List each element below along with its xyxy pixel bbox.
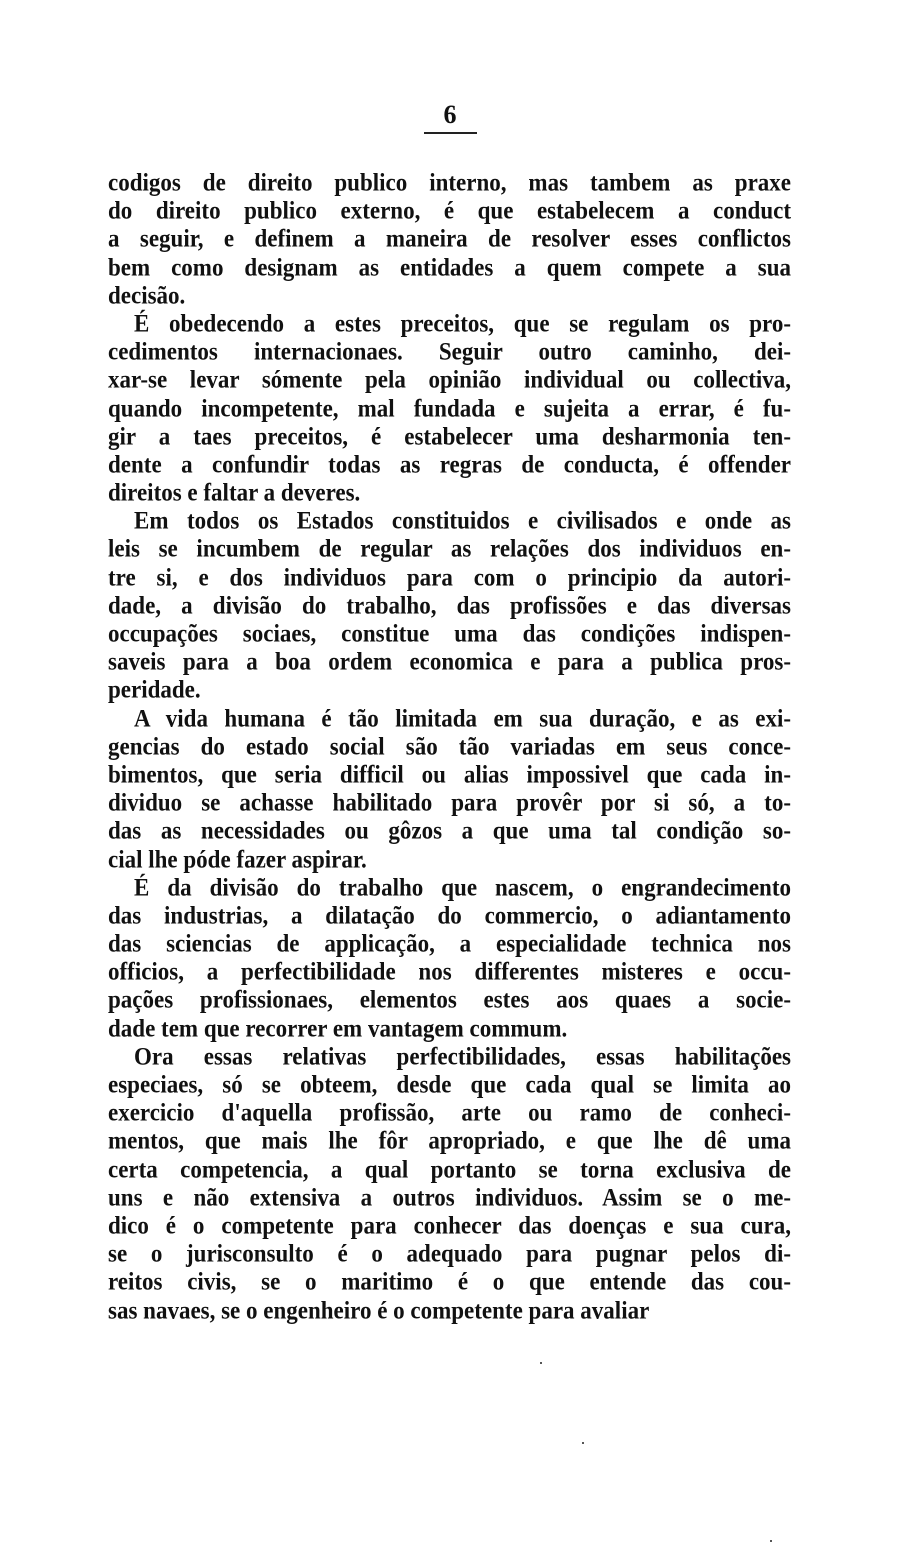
text-line: reitos civis, se o maritimo é o que entende das cou- (108, 1267, 791, 1296)
text-line: do direito publico externo, é que estabelecem a conduct (108, 196, 791, 225)
text-line: peridade. (108, 675, 201, 704)
text-line: especiaes, só se obteem, desde que cada qual se limita ao (108, 1070, 791, 1099)
text-line: codigos de direito publico interno, mas tambem as praxe (108, 168, 791, 197)
text-line: mentos, que mais lhe fôr apropriado, e que lhe dê uma (108, 1126, 791, 1155)
scan-speck (770, 1540, 772, 1542)
text-line: exercicio d'aquella profissão, arte ou ramo de conheci- (108, 1098, 791, 1127)
text-line: occupações sociaes, constitue uma das condições indispen- (108, 619, 791, 648)
scan-speck (540, 1362, 542, 1364)
text-line: das industrias, a dilatação do commercio, o adiantamento (108, 901, 791, 930)
text-line: bem como designam as entidades a quem compete a sua (108, 252, 791, 281)
text-line: uns e não extensiva a outros individuos. Assim se o me- (108, 1183, 791, 1212)
text-line: se o jurisconsulto é o adequado para pugnar pelos di- (108, 1239, 791, 1268)
text-line: das as necessidades ou gôzos a que uma tal condição so- (108, 816, 791, 845)
text-line: É obedecendo a estes preceitos, que se regulam os pro- (134, 309, 791, 338)
text-line: pações profissionaes, elementos estes aos quaes a socie- (108, 985, 791, 1014)
body-text (108, 170, 791, 1326)
text-line: gencias do estado social são tão variadas em seus conce- (108, 732, 791, 761)
text-line: Em todos os Estados constituidos e civilisados e onde as (134, 506, 791, 535)
scan-speck (582, 1442, 584, 1444)
text-line: dico é o competente para conhecer das doenças e sua cura, (108, 1211, 791, 1240)
text-line: A vida humana é tão limitada em sua duração, e as exi- (134, 703, 791, 732)
text-line: É da divisão do trabalho que nascem, o engrandecimento (134, 872, 791, 901)
page-number: 6 (443, 100, 457, 129)
text-line: officios, a perfectibilidade nos differentes misteres e occu- (108, 957, 791, 986)
text-line: direitos e faltar a deveres. (108, 478, 361, 507)
text-line: decisão. (108, 281, 186, 310)
text-line: a seguir, e definem a maneira de resolver esses conflictos (108, 224, 791, 253)
text-line: cial lhe póde fazer aspirar. (108, 844, 367, 873)
text-line: leis se incumbem de regular as relações dos individuos en- (108, 534, 791, 563)
text-line: das sciencias de applicação, a especialidade technica nos (108, 929, 791, 958)
text-line: sas navaes, se o engenheiro é o competente para avaliar (108, 1295, 650, 1324)
text-line: saveis para a boa ordem economica e para a publica pros- (108, 647, 791, 676)
text-line: dade tem que recorrer em vantagem commum. (108, 1013, 568, 1042)
text-line: dividuo se achasse habilitado para provêr por si só, a to- (108, 788, 791, 817)
text-line: certa competencia, a qual portanto se torna exclusiva de (108, 1154, 791, 1183)
page-number-rule (424, 132, 477, 134)
text-line: gir a taes preceitos, é estabelecer uma desharmonia ten- (108, 421, 791, 450)
text-line: Ora essas relativas perfectibilidades, essas habilitações (134, 1042, 791, 1071)
text-line: quando incompetente, mal fundada e sujeita a errar, é fu- (108, 393, 791, 422)
text-line: xar-se levar sómente pela opinião individual ou collectiva, (108, 365, 791, 394)
text-line: dente a confundir todas as regras de conducta, é offender (108, 450, 791, 479)
text-line: bimentos, que seria difficil ou alias impossivel que cada in- (108, 760, 791, 789)
text-line: cedimentos internacionaes. Seguir outro caminho, dei- (108, 337, 791, 366)
text-line: dade, a divisão do trabalho, das profissões e das diversas (108, 591, 791, 620)
text-line: tre si, e dos individuos para com o principio da autori- (108, 562, 791, 591)
